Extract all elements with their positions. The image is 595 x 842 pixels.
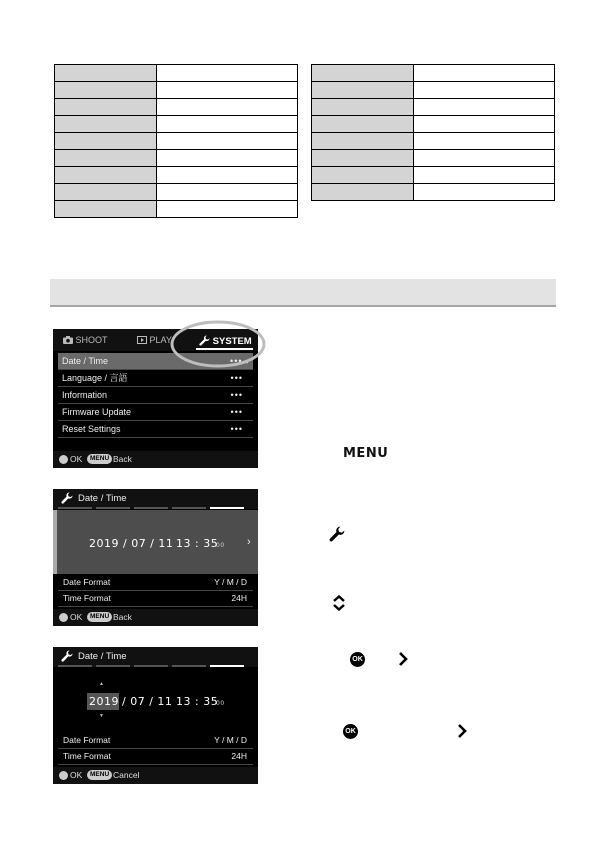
more-dots: •••	[230, 373, 243, 383]
table-row	[55, 82, 298, 99]
menu-item-label: Information	[62, 390, 108, 400]
camera-screen-date-time	[53, 489, 258, 626]
menu-item-label: Language / 言語	[62, 373, 128, 383]
page-segment	[172, 665, 206, 667]
table-row	[55, 65, 298, 82]
more-dots: •••	[230, 407, 243, 417]
row-value: Y / M / D	[214, 735, 247, 745]
language-table-right	[311, 64, 555, 201]
menu-button-badge: MENU	[87, 454, 112, 464]
system-tab-highlight-ring	[168, 318, 268, 370]
menu-item-label: Firmware Update	[62, 407, 132, 417]
time-format-row[interactable]	[58, 749, 253, 765]
ok-button-icon: OK	[343, 724, 358, 739]
chevron-right-icon	[397, 651, 409, 667]
screen-header	[53, 489, 258, 509]
up-down-chevron-icon	[332, 595, 346, 611]
increment-arrow-icon[interactable]: ▲	[99, 681, 104, 687]
table-row	[312, 184, 555, 201]
menu-item-firmware-update[interactable]	[58, 404, 253, 421]
table-row	[55, 184, 298, 201]
screen-header	[53, 647, 258, 667]
ok-label: OK	[70, 612, 83, 622]
menu-item-language[interactable]	[58, 370, 253, 387]
ok-button-icon: OK	[350, 652, 365, 667]
menu-button-glyph: MENU	[343, 446, 389, 461]
seconds-value: 00	[216, 542, 225, 549]
row-value: 24H	[231, 751, 247, 761]
ok-button-icon	[59, 613, 68, 622]
submenu-arrow: ••• ›	[230, 356, 250, 366]
menu-button-badge: MENU	[87, 612, 112, 622]
chevron-right-icon: ›	[247, 536, 251, 548]
row-value: 24H	[231, 593, 247, 603]
ok-button-icon	[59, 455, 68, 464]
button-guide-bar	[53, 767, 258, 784]
time-value[interactable]: 13 : 35	[176, 695, 219, 708]
tab-play[interactable]	[137, 335, 172, 345]
menu-item-label: Reset Settings	[62, 424, 121, 434]
chevron-right-icon	[456, 723, 468, 739]
page-segment	[58, 507, 92, 509]
table-row	[55, 133, 298, 150]
page-segment	[96, 665, 130, 667]
more-dots: •••	[230, 390, 243, 400]
time-format-row[interactable]	[58, 591, 253, 607]
more-dots: •••	[230, 424, 243, 434]
ok-label: OK	[70, 770, 83, 780]
wrench-icon	[61, 492, 73, 504]
row-label: Date Format	[63, 735, 111, 745]
play-icon	[137, 336, 147, 344]
ok-button-icon	[59, 771, 68, 780]
wrench-icon	[61, 650, 73, 662]
decrement-arrow-icon[interactable]: ▼	[99, 713, 104, 719]
menu-button-badge: MENU	[87, 770, 112, 780]
table-row	[312, 116, 555, 133]
page-segment	[58, 665, 92, 667]
ok-label: OK	[70, 454, 83, 464]
date-format-row[interactable]	[58, 575, 253, 591]
back-label: Back	[113, 612, 132, 622]
row-label: Date Format	[63, 577, 111, 587]
tab-shoot-label: SHOOT	[75, 335, 108, 345]
table-row	[312, 167, 555, 184]
row-label: Time Format	[63, 751, 111, 761]
tab-shoot[interactable]	[63, 335, 108, 345]
selection-edge	[53, 510, 57, 574]
tab-play-label: PLAY	[149, 335, 172, 345]
menu-item-label: Date / Time	[62, 356, 109, 366]
row-value: Y / M / D	[214, 577, 247, 587]
row-label: Time Format	[63, 593, 111, 603]
year-value[interactable]: 2019	[89, 695, 119, 708]
back-label: Back	[113, 454, 132, 464]
table-row	[312, 99, 555, 116]
page-segment	[134, 665, 168, 667]
time-value: 13 : 35	[176, 537, 219, 550]
menu-item-reset-settings[interactable]	[58, 421, 253, 438]
seconds-value: 00	[216, 700, 225, 707]
wrench-icon	[329, 526, 345, 542]
table-row	[312, 82, 555, 99]
language-table-left	[54, 64, 298, 218]
table-row	[55, 167, 298, 184]
table-row	[312, 133, 555, 150]
table-row	[55, 150, 298, 167]
date-time-panel[interactable]	[53, 510, 258, 574]
camera-icon	[63, 336, 73, 344]
button-guide-bar	[53, 451, 258, 468]
page-segment	[96, 507, 130, 509]
screen-title: Date / Time	[78, 493, 127, 504]
date-value: 2019 / 07 / 11	[89, 537, 174, 550]
month-day-value[interactable]: / 07 / 11	[122, 695, 173, 708]
page-segment-active	[210, 665, 244, 667]
button-guide-bar	[53, 609, 258, 626]
table-row	[55, 116, 298, 133]
menu-item-information[interactable]	[58, 387, 253, 404]
table-row	[55, 201, 298, 218]
date-format-row[interactable]	[58, 733, 253, 749]
table-row	[55, 99, 298, 116]
page-segment	[134, 507, 168, 509]
camera-screen-date-time-edit	[53, 647, 258, 784]
page-segment-active	[210, 507, 244, 509]
table-row	[312, 150, 555, 167]
screen-title: Date / Time	[78, 651, 127, 662]
section-heading-bar	[50, 279, 556, 307]
page-segment	[172, 507, 206, 509]
cancel-label: Cancel	[113, 770, 140, 780]
tab-system-label: SYSTEM	[212, 336, 252, 347]
table-row	[312, 65, 555, 82]
more-dots: •••	[230, 356, 243, 366]
